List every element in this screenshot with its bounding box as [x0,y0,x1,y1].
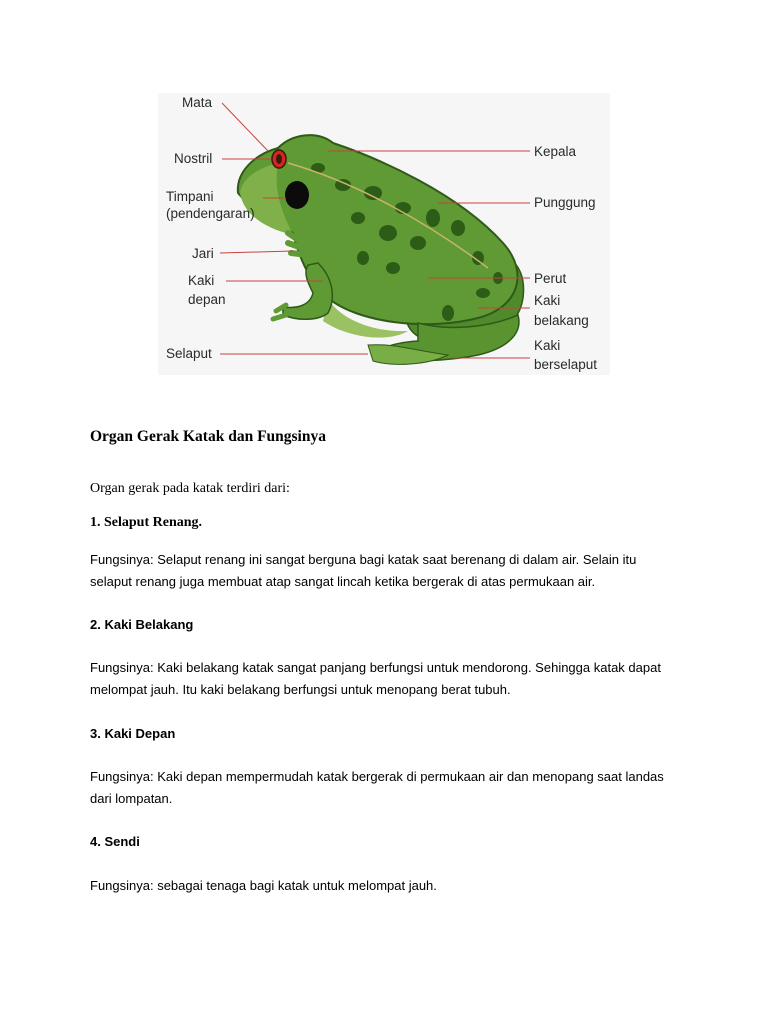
label-kepala: Kepala [534,144,577,159]
section-heading-kaki-belakang: 2. Kaki Belakang [90,617,194,632]
label-kaki-depan-2: depan [188,292,226,307]
section-heading-kaki-depan: 3. Kaki Depan [90,726,176,741]
label-kaki-belakang-1: Kaki [534,293,561,308]
section-heading-sendi: 4. Sendi [90,834,140,849]
label-kaki-depan-1: Kaki [188,273,215,288]
frog-diagram [158,93,610,375]
label-kaki-berselaput-2: berselaput [534,357,598,372]
section-body-kaki-depan: Fungsinya: Kaki depan mempermudah katak bergerak di permukaan air dan menopang saat landas dari lompatan. [90,769,664,806]
section-body-kaki-belakang: Fungsinya: Kaki belakang katak sangat panjang berfungsi untuk mendorong. Sehingga katak dapat melompat jauh. Itu kaki belakang berfungsi untuk menopang berat tubuh. [90,660,661,697]
label-punggung: Punggung [534,195,596,210]
label-mata: Mata [182,95,213,110]
frog-illustration [238,135,524,364]
label-jari: Jari [192,246,214,261]
label-kaki-belakang-2: belakang [534,313,589,328]
frog-anatomy-figure [158,93,610,375]
label-selaput: Selaput [166,346,212,361]
section-body-selaput-renang: Fungsinya: Selaput renang ini sangat berguna bagi katak saat berenang di dalam air. Selain itu selaput renang juga membuat atap sangat lincah ketika bergerak di atas permukaan air. [90,552,637,589]
intro-text: Organ gerak pada katak terdiri dari: [90,481,290,496]
label-nostril: Nostril [174,151,213,166]
label-timpani: Timpani [166,189,214,204]
section-heading-selaput-renang: 1. Selaput Renang. [90,515,203,530]
section-body-sendi: Fungsinya: sebagai tenaga bagi katak untuk melompat jauh. [90,878,437,893]
document-title: Organ Gerak Katak dan Fungsinya [90,428,326,445]
label-perut: Perut [534,271,567,286]
label-kaki-berselaput-1: Kaki [534,338,561,353]
label-timpani-sub: (pendengaran) [166,206,255,221]
